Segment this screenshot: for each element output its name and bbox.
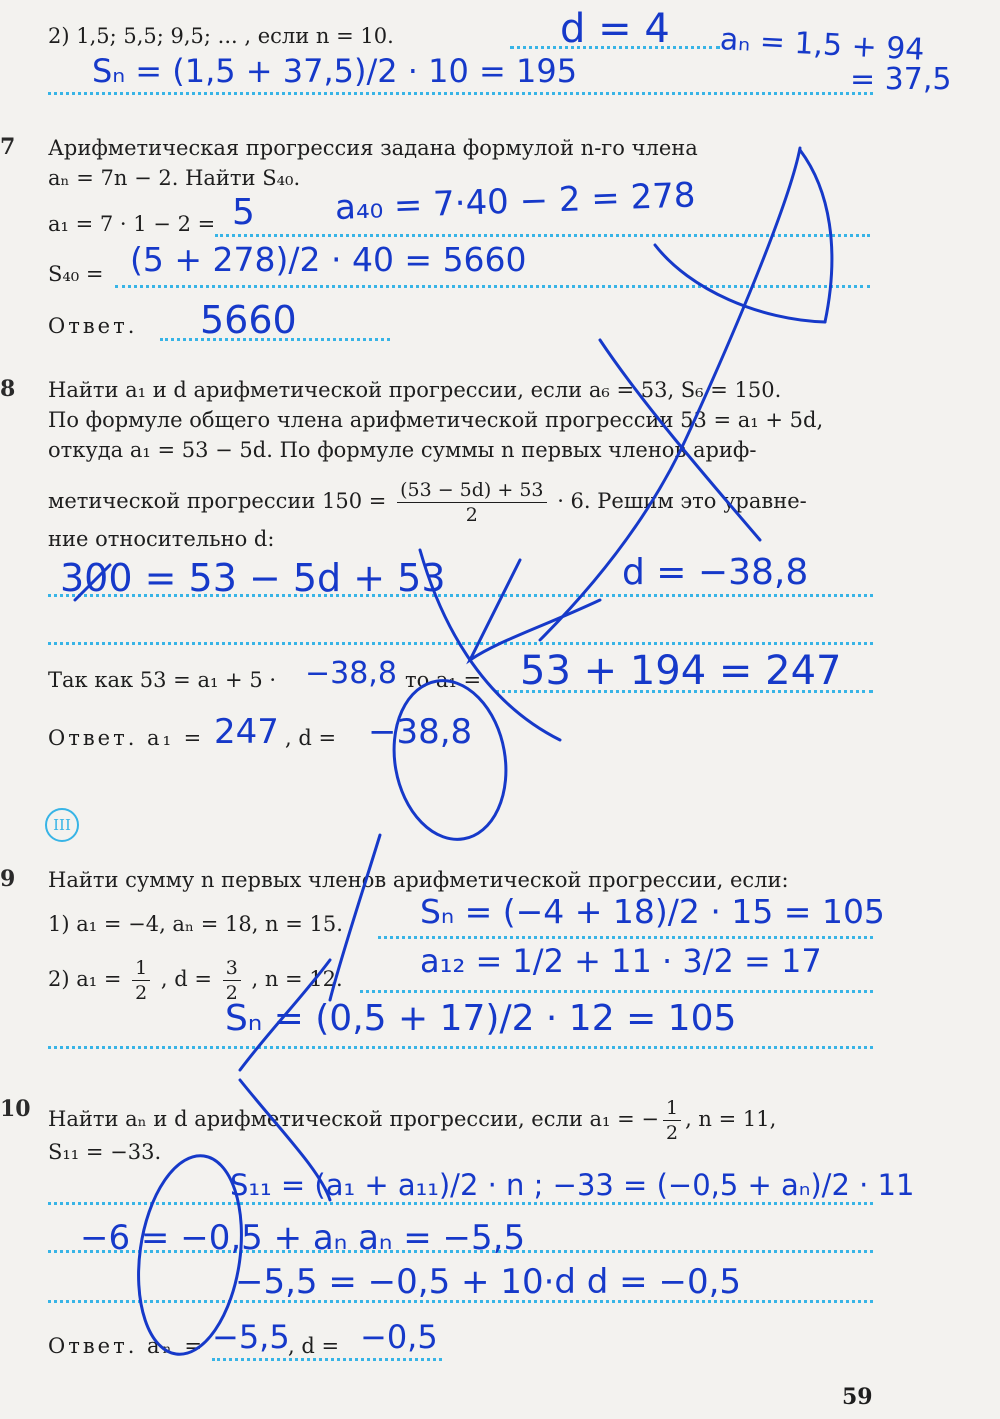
fraction-numerator: 3 [223,956,241,981]
task8-answer-d-label: , d = [285,726,337,750]
pen-scribble-group [75,148,832,1361]
task7-s40-label: S₄₀ = [48,262,104,286]
handwritten-answer-d: −38,8 [368,712,473,752]
fraction-denominator: 2 [225,982,238,1004]
fraction-denominator: 2 [465,504,478,526]
handwritten-a12: a₁₂ = 1/2 + 11 · 3/2 = 17 [420,942,822,980]
task-number-8: 8 [0,376,16,402]
fraction-numerator: 1 [663,1096,681,1121]
task9-line1: Найти сумму n первых членов арифметической прогрессии, если: [48,868,789,892]
handwritten-sn-9: Sₙ = (0,5 + 17)/2 · 12 = 105 [225,998,737,1039]
handwritten-line2: −6 = −0,5 + aₙ aₙ = −5,5 [80,1218,526,1258]
pen-stroke [382,672,518,849]
pen-stroke [127,1149,254,1361]
pen-stroke [600,340,760,540]
task7-line2: aₙ = 7n − 2. Найти S₄₀. [48,166,301,190]
task-number-7: 7 [0,134,16,160]
handwritten-since-d: −38,8 [305,656,397,691]
handwritten-item1: Sₙ = (−4 + 18)/2 · 15 = 105 [420,892,885,931]
task8-line4-pre: метической прогрессии 150 = [48,489,387,513]
fraction-numerator: (53 − 5d) + 53 [397,478,546,503]
pen-stroke [240,960,330,1070]
task8-since-pre: Так как 53 = a₁ + 5 · [48,668,277,692]
handwritten-answer-an: −5,5 [212,1318,290,1356]
task7-answer-label: Ответ. [48,314,138,338]
task10-answer-label: Ответ. aₙ = [48,1334,205,1358]
task-number-9: 9 [0,866,16,892]
pen-stroke [240,1080,330,1200]
handwritten-a40: a₄₀ = 7·40 − 2 = 278 [334,175,697,228]
task8-line5: ние относительно d: [48,527,275,551]
handwritten-answer-d-10: −0,5 [360,1318,438,1356]
pen-stroke [655,245,825,322]
fraction-numerator: 1 [132,956,150,981]
task9-item1: 1) a₁ = −4, aₙ = 18, n = 15. [48,912,343,936]
pen-stroke [75,565,110,600]
handwritten-sn: Sₙ = (1,5 + 37,5)/2 · 10 = 195 [92,52,578,90]
task10-line1-pre: Найти aₙ и d арифметической прогрессии, если a₁ = − [48,1107,659,1131]
handwritten-a1: 5 [232,192,255,233]
task8-line3: откуда a₁ = 53 − 5d. По формуле суммы n первых членов ариф- [48,438,757,462]
pen-stroke [800,150,832,322]
handwritten-an-result: = 37,5 [850,62,952,97]
task8-answer-label: Ответ. a₁ = [48,726,205,750]
task10-line2: S₁₁ = −33. [48,1140,162,1164]
task8-line1: Найти a₁ и d арифметической прогрессии, если a₆ = 53, S₆ = 150. [48,378,782,402]
task8-line4-post: · 6. Решим это уравне- [557,489,807,513]
task9-item2-mid: , d = [160,967,212,991]
task8-since-mid: то a₁ = [405,668,482,692]
task9-item2-post: , n = 12. [251,967,343,991]
pen-stroke [540,148,800,640]
handwritten-answer-7: 5660 [200,298,297,342]
task8-line2: По формуле общего члена арифметической прогрессии 53 = a₁ + 5d, [48,408,824,432]
handwritten-s40: (5 + 278)/2 · 40 = 5660 [130,240,527,279]
handwritten-line3: −5,5 = −0,5 + 10·d d = −0,5 [235,1262,742,1302]
pen-stroke [470,560,600,660]
handwritten-answer-a1: 247 [214,712,279,752]
fraction-denominator: 2 [665,1122,679,1144]
section-badge: III [45,808,79,842]
task9-item2-pre: 2) a₁ = [48,967,122,991]
handwritten-a1-calc: 53 + 194 = 247 [520,648,842,694]
task7-line1: Арифметическая прогрессия задана формулой n-го члена [48,136,698,160]
task10-line1-post: , n = 11, [685,1107,777,1131]
task-number-10: 10 [0,1096,31,1122]
task7-a1-label: a₁ = 7 · 1 − 2 = [48,212,216,236]
handwritten-d: d = 4 [560,6,670,52]
handwritten-line1: S₁₁ = (a₁ + a₁₁)/2 · n ; −33 = (−0,5 + aₙ)/2 · 11 [230,1168,915,1202]
handwritten-d-value: d = −38,8 [622,552,809,593]
task6-item2: 2) 1,5; 5,5; 9,5; ... , если n = 10. [48,24,394,48]
handwritten-an: aₙ = 1,5 + 94 [719,22,926,68]
page-number: 59 [842,1384,873,1410]
task10-answer-d-label: , d = [288,1334,340,1358]
pen-stroke [330,835,380,1000]
fraction-denominator: 2 [135,982,148,1004]
handwritten-equation: 300 = 53 − 5d + 53 [60,556,446,600]
